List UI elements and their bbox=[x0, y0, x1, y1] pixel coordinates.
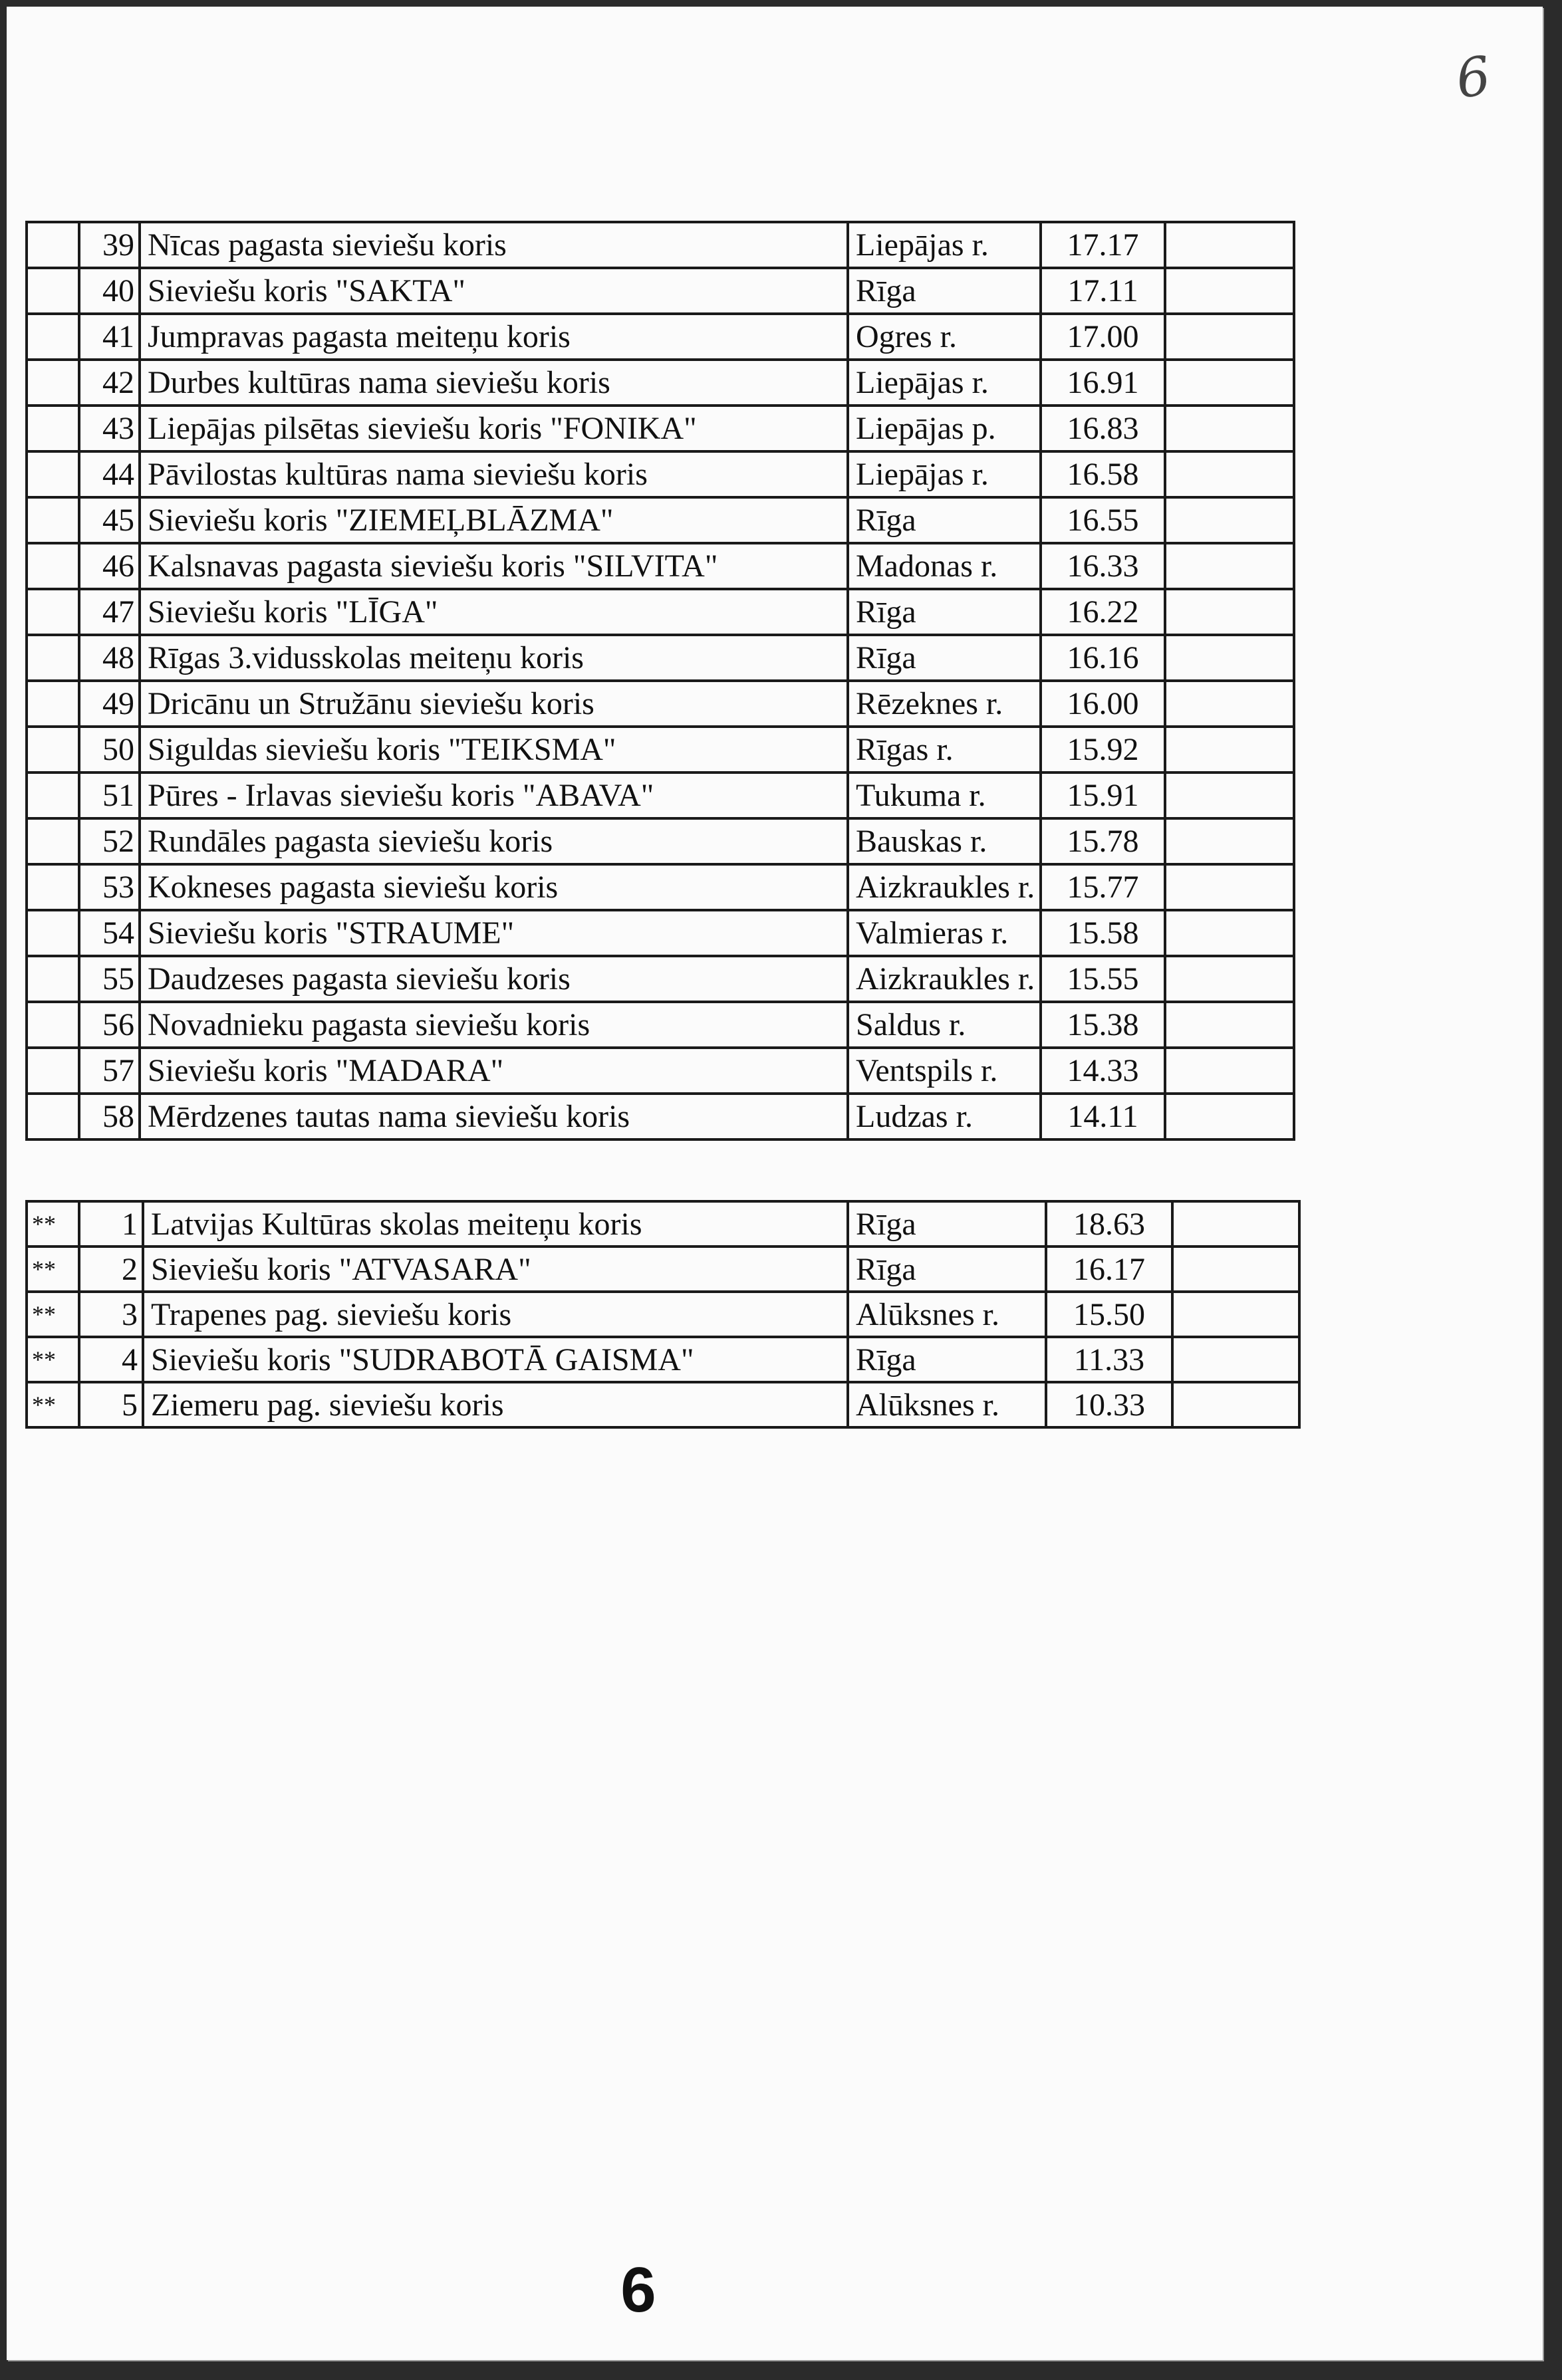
row-mark: ** bbox=[27, 1201, 79, 1247]
row-mark bbox=[27, 956, 79, 1002]
table-row bbox=[27, 818, 1294, 864]
row-mark bbox=[27, 222, 79, 268]
row-mark bbox=[27, 360, 79, 406]
extra-cell bbox=[1172, 1337, 1299, 1382]
table-row bbox=[27, 1382, 1299, 1427]
choir-score: 16.22 bbox=[1041, 589, 1165, 635]
choir-region: Tukuma r. bbox=[848, 773, 1041, 818]
row-number: 5 bbox=[79, 1382, 143, 1427]
row-number: 58 bbox=[79, 1094, 140, 1139]
choir-score: 10.33 bbox=[1046, 1382, 1172, 1427]
choir-name: Pūres - Irlavas sieviešu koris "ABAVA" bbox=[140, 773, 848, 818]
choir-name: Pāvilostas kultūras nama sieviešu koris bbox=[140, 451, 848, 497]
extra-cell bbox=[1165, 1048, 1294, 1094]
page-number: 6 bbox=[620, 2254, 656, 2325]
extra-cell bbox=[1165, 956, 1294, 1002]
extra-cell bbox=[1165, 635, 1294, 681]
choir-name: Sieviešu koris "MADARA" bbox=[140, 1048, 848, 1094]
table-row bbox=[27, 956, 1294, 1002]
table-row bbox=[27, 543, 1294, 589]
row-mark bbox=[27, 314, 79, 360]
table-row bbox=[27, 268, 1294, 314]
choir-score: 15.78 bbox=[1041, 818, 1165, 864]
table-row bbox=[27, 1002, 1294, 1048]
row-mark: ** bbox=[27, 1292, 79, 1337]
extra-cell bbox=[1165, 773, 1294, 818]
row-mark bbox=[27, 1048, 79, 1094]
choir-score: 16.00 bbox=[1041, 681, 1165, 727]
row-mark bbox=[27, 543, 79, 589]
choir-name: Trapenes pag. sieviešu koris bbox=[143, 1292, 848, 1337]
choir-region: Rēzeknes r. bbox=[848, 681, 1041, 727]
results-table-main bbox=[25, 221, 1295, 1141]
choir-name: Ziemeru pag. sieviešu koris bbox=[143, 1382, 848, 1427]
choir-score: 16.55 bbox=[1041, 497, 1165, 543]
choir-region: Alūksnes r. bbox=[848, 1292, 1046, 1337]
table-row bbox=[27, 451, 1294, 497]
row-mark bbox=[27, 1094, 79, 1139]
choir-score: 15.92 bbox=[1041, 727, 1165, 773]
choir-name: Latvijas Kultūras skolas meiteņu koris bbox=[143, 1201, 848, 1247]
choir-score: 16.83 bbox=[1041, 406, 1165, 451]
table-row bbox=[27, 1094, 1294, 1139]
choir-score: 15.91 bbox=[1041, 773, 1165, 818]
table-row bbox=[27, 910, 1294, 956]
row-mark bbox=[27, 773, 79, 818]
table-row bbox=[27, 773, 1294, 818]
choir-region: Liepājas r. bbox=[848, 451, 1041, 497]
table-row bbox=[27, 497, 1294, 543]
choir-name: Rundāles pagasta sieviešu koris bbox=[140, 818, 848, 864]
choir-score: 17.00 bbox=[1041, 314, 1165, 360]
extra-cell bbox=[1165, 1094, 1294, 1139]
row-number: 55 bbox=[79, 956, 140, 1002]
row-mark bbox=[27, 268, 79, 314]
choir-name: Sieviešu koris "SAKTA" bbox=[140, 268, 848, 314]
choir-score: 18.63 bbox=[1046, 1201, 1172, 1247]
choir-name: Liepājas pilsētas sieviešu koris "FONIKA" bbox=[140, 406, 848, 451]
table-row bbox=[27, 406, 1294, 451]
row-mark bbox=[27, 681, 79, 727]
row-number: 52 bbox=[79, 818, 140, 864]
choir-score: 14.33 bbox=[1041, 1048, 1165, 1094]
choir-score: 16.17 bbox=[1046, 1247, 1172, 1292]
choir-name: Novadnieku pagasta sieviešu koris bbox=[140, 1002, 848, 1048]
row-number: 42 bbox=[79, 360, 140, 406]
table-row bbox=[27, 222, 1294, 268]
row-mark bbox=[27, 1002, 79, 1048]
extra-cell bbox=[1165, 268, 1294, 314]
extra-cell bbox=[1165, 406, 1294, 451]
extra-cell bbox=[1165, 589, 1294, 635]
row-number: 46 bbox=[79, 543, 140, 589]
choir-region: Valmieras r. bbox=[848, 910, 1041, 956]
choir-score: 16.16 bbox=[1041, 635, 1165, 681]
table-row bbox=[27, 864, 1294, 910]
row-mark bbox=[27, 451, 79, 497]
choir-name: Durbes kultūras nama sieviešu koris bbox=[140, 360, 848, 406]
extra-cell bbox=[1165, 864, 1294, 910]
row-number: 51 bbox=[79, 773, 140, 818]
table-row bbox=[27, 1247, 1299, 1292]
row-number: 2 bbox=[79, 1247, 143, 1292]
choir-score: 15.38 bbox=[1041, 1002, 1165, 1048]
choir-score: 14.11 bbox=[1041, 1094, 1165, 1139]
row-mark bbox=[27, 635, 79, 681]
row-number: 50 bbox=[79, 727, 140, 773]
choir-region: Rīga bbox=[848, 589, 1041, 635]
extra-cell bbox=[1172, 1292, 1299, 1337]
choir-region: Liepājas r. bbox=[848, 360, 1041, 406]
choir-region: Bauskas r. bbox=[848, 818, 1041, 864]
row-number: 57 bbox=[79, 1048, 140, 1094]
choir-name: Sieviešu koris "SUDRABOTĀ GAISMA" bbox=[143, 1337, 848, 1382]
extra-cell bbox=[1165, 451, 1294, 497]
extra-cell bbox=[1165, 1002, 1294, 1048]
table-row bbox=[27, 727, 1294, 773]
choir-name: Dricānu un Stružānu sieviešu koris bbox=[140, 681, 848, 727]
row-mark bbox=[27, 818, 79, 864]
choir-region: Rīga bbox=[848, 268, 1041, 314]
extra-cell bbox=[1172, 1201, 1299, 1247]
choir-score: 15.58 bbox=[1041, 910, 1165, 956]
choir-region: Aizkraukles r. bbox=[848, 864, 1041, 910]
choir-name: Sieviešu koris "LĪGA" bbox=[140, 589, 848, 635]
choir-name: Rīgas 3.vidusskolas meiteņu koris bbox=[140, 635, 848, 681]
choir-score: 15.77 bbox=[1041, 864, 1165, 910]
choir-region: Liepājas p. bbox=[848, 406, 1041, 451]
choir-region: Ludzas r. bbox=[848, 1094, 1041, 1139]
row-mark bbox=[27, 727, 79, 773]
table-row bbox=[27, 1201, 1299, 1247]
table-row bbox=[27, 1048, 1294, 1094]
row-number: 1 bbox=[79, 1201, 143, 1247]
choir-score: 15.50 bbox=[1046, 1292, 1172, 1337]
table-row bbox=[27, 589, 1294, 635]
extra-cell bbox=[1165, 543, 1294, 589]
row-mark: ** bbox=[27, 1337, 79, 1382]
choir-region: Ogres r. bbox=[848, 314, 1041, 360]
choir-score: 16.33 bbox=[1041, 543, 1165, 589]
choir-region: Rīga bbox=[848, 1201, 1046, 1247]
extra-cell bbox=[1172, 1382, 1299, 1427]
table-row bbox=[27, 681, 1294, 727]
row-number: 40 bbox=[79, 268, 140, 314]
row-number: 56 bbox=[79, 1002, 140, 1048]
extra-cell bbox=[1165, 222, 1294, 268]
row-number: 49 bbox=[79, 681, 140, 727]
row-mark: ** bbox=[27, 1382, 79, 1427]
choir-score: 11.33 bbox=[1046, 1337, 1172, 1382]
row-number: 47 bbox=[79, 589, 140, 635]
handwritten-page-mark: 6 bbox=[1452, 44, 1495, 111]
choir-score: 16.91 bbox=[1041, 360, 1165, 406]
row-mark bbox=[27, 406, 79, 451]
choir-name: Siguldas sieviešu koris "TEIKSMA" bbox=[140, 727, 848, 773]
choir-name: Sieviešu koris "ATVASARA" bbox=[143, 1247, 848, 1292]
choir-name: Sieviešu koris "STRAUME" bbox=[140, 910, 848, 956]
choir-score: 17.11 bbox=[1041, 268, 1165, 314]
choir-region: Rīgas r. bbox=[848, 727, 1041, 773]
extra-cell bbox=[1165, 360, 1294, 406]
choir-name: Mērdzenes tautas nama sieviešu koris bbox=[140, 1094, 848, 1139]
extra-cell bbox=[1165, 681, 1294, 727]
choir-name: Sieviešu koris "ZIEMEĻBLĀZMA" bbox=[140, 497, 848, 543]
choir-region: Rīga bbox=[848, 497, 1041, 543]
choir-region: Rīga bbox=[848, 1337, 1046, 1382]
choir-name: Kalsnavas pagasta sieviešu koris "SILVITA" bbox=[140, 543, 848, 589]
row-mark: ** bbox=[27, 1247, 79, 1292]
extra-cell bbox=[1165, 818, 1294, 864]
extra-cell bbox=[1165, 727, 1294, 773]
choir-region: Madonas r. bbox=[848, 543, 1041, 589]
choir-name: Nīcas pagasta sieviešu koris bbox=[140, 222, 848, 268]
choir-name: Jumpravas pagasta meiteņu koris bbox=[140, 314, 848, 360]
choir-name: Daudzeses pagasta sieviešu koris bbox=[140, 956, 848, 1002]
table-row bbox=[27, 360, 1294, 406]
table-row bbox=[27, 1292, 1299, 1337]
choir-score: 17.17 bbox=[1041, 222, 1165, 268]
row-mark bbox=[27, 864, 79, 910]
choir-score: 15.55 bbox=[1041, 956, 1165, 1002]
row-mark bbox=[27, 910, 79, 956]
choir-region: Rīga bbox=[848, 635, 1041, 681]
row-number: 54 bbox=[79, 910, 140, 956]
results-table-extra bbox=[25, 1200, 1301, 1429]
row-number: 44 bbox=[79, 451, 140, 497]
row-number: 3 bbox=[79, 1292, 143, 1337]
extra-cell bbox=[1165, 497, 1294, 543]
row-number: 43 bbox=[79, 406, 140, 451]
table-row bbox=[27, 1337, 1299, 1382]
choir-score: 16.58 bbox=[1041, 451, 1165, 497]
choir-region: Ventspils r. bbox=[848, 1048, 1041, 1094]
document-page bbox=[7, 7, 1543, 2360]
choir-region: Liepājas r. bbox=[848, 222, 1041, 268]
choir-region: Alūksnes r. bbox=[848, 1382, 1046, 1427]
table-row bbox=[27, 635, 1294, 681]
row-number: 45 bbox=[79, 497, 140, 543]
row-mark bbox=[27, 497, 79, 543]
choir-region: Saldus r. bbox=[848, 1002, 1041, 1048]
choir-region: Aizkraukles r. bbox=[848, 956, 1041, 1002]
row-number: 53 bbox=[79, 864, 140, 910]
choir-name: Kokneses pagasta sieviešu koris bbox=[140, 864, 848, 910]
row-number: 39 bbox=[79, 222, 140, 268]
choir-region: Rīga bbox=[848, 1247, 1046, 1292]
row-number: 41 bbox=[79, 314, 140, 360]
extra-cell bbox=[1165, 314, 1294, 360]
extra-cell bbox=[1172, 1247, 1299, 1292]
extra-cell bbox=[1165, 910, 1294, 956]
row-number: 48 bbox=[79, 635, 140, 681]
row-number: 4 bbox=[79, 1337, 143, 1382]
row-mark bbox=[27, 589, 79, 635]
table-row bbox=[27, 314, 1294, 360]
